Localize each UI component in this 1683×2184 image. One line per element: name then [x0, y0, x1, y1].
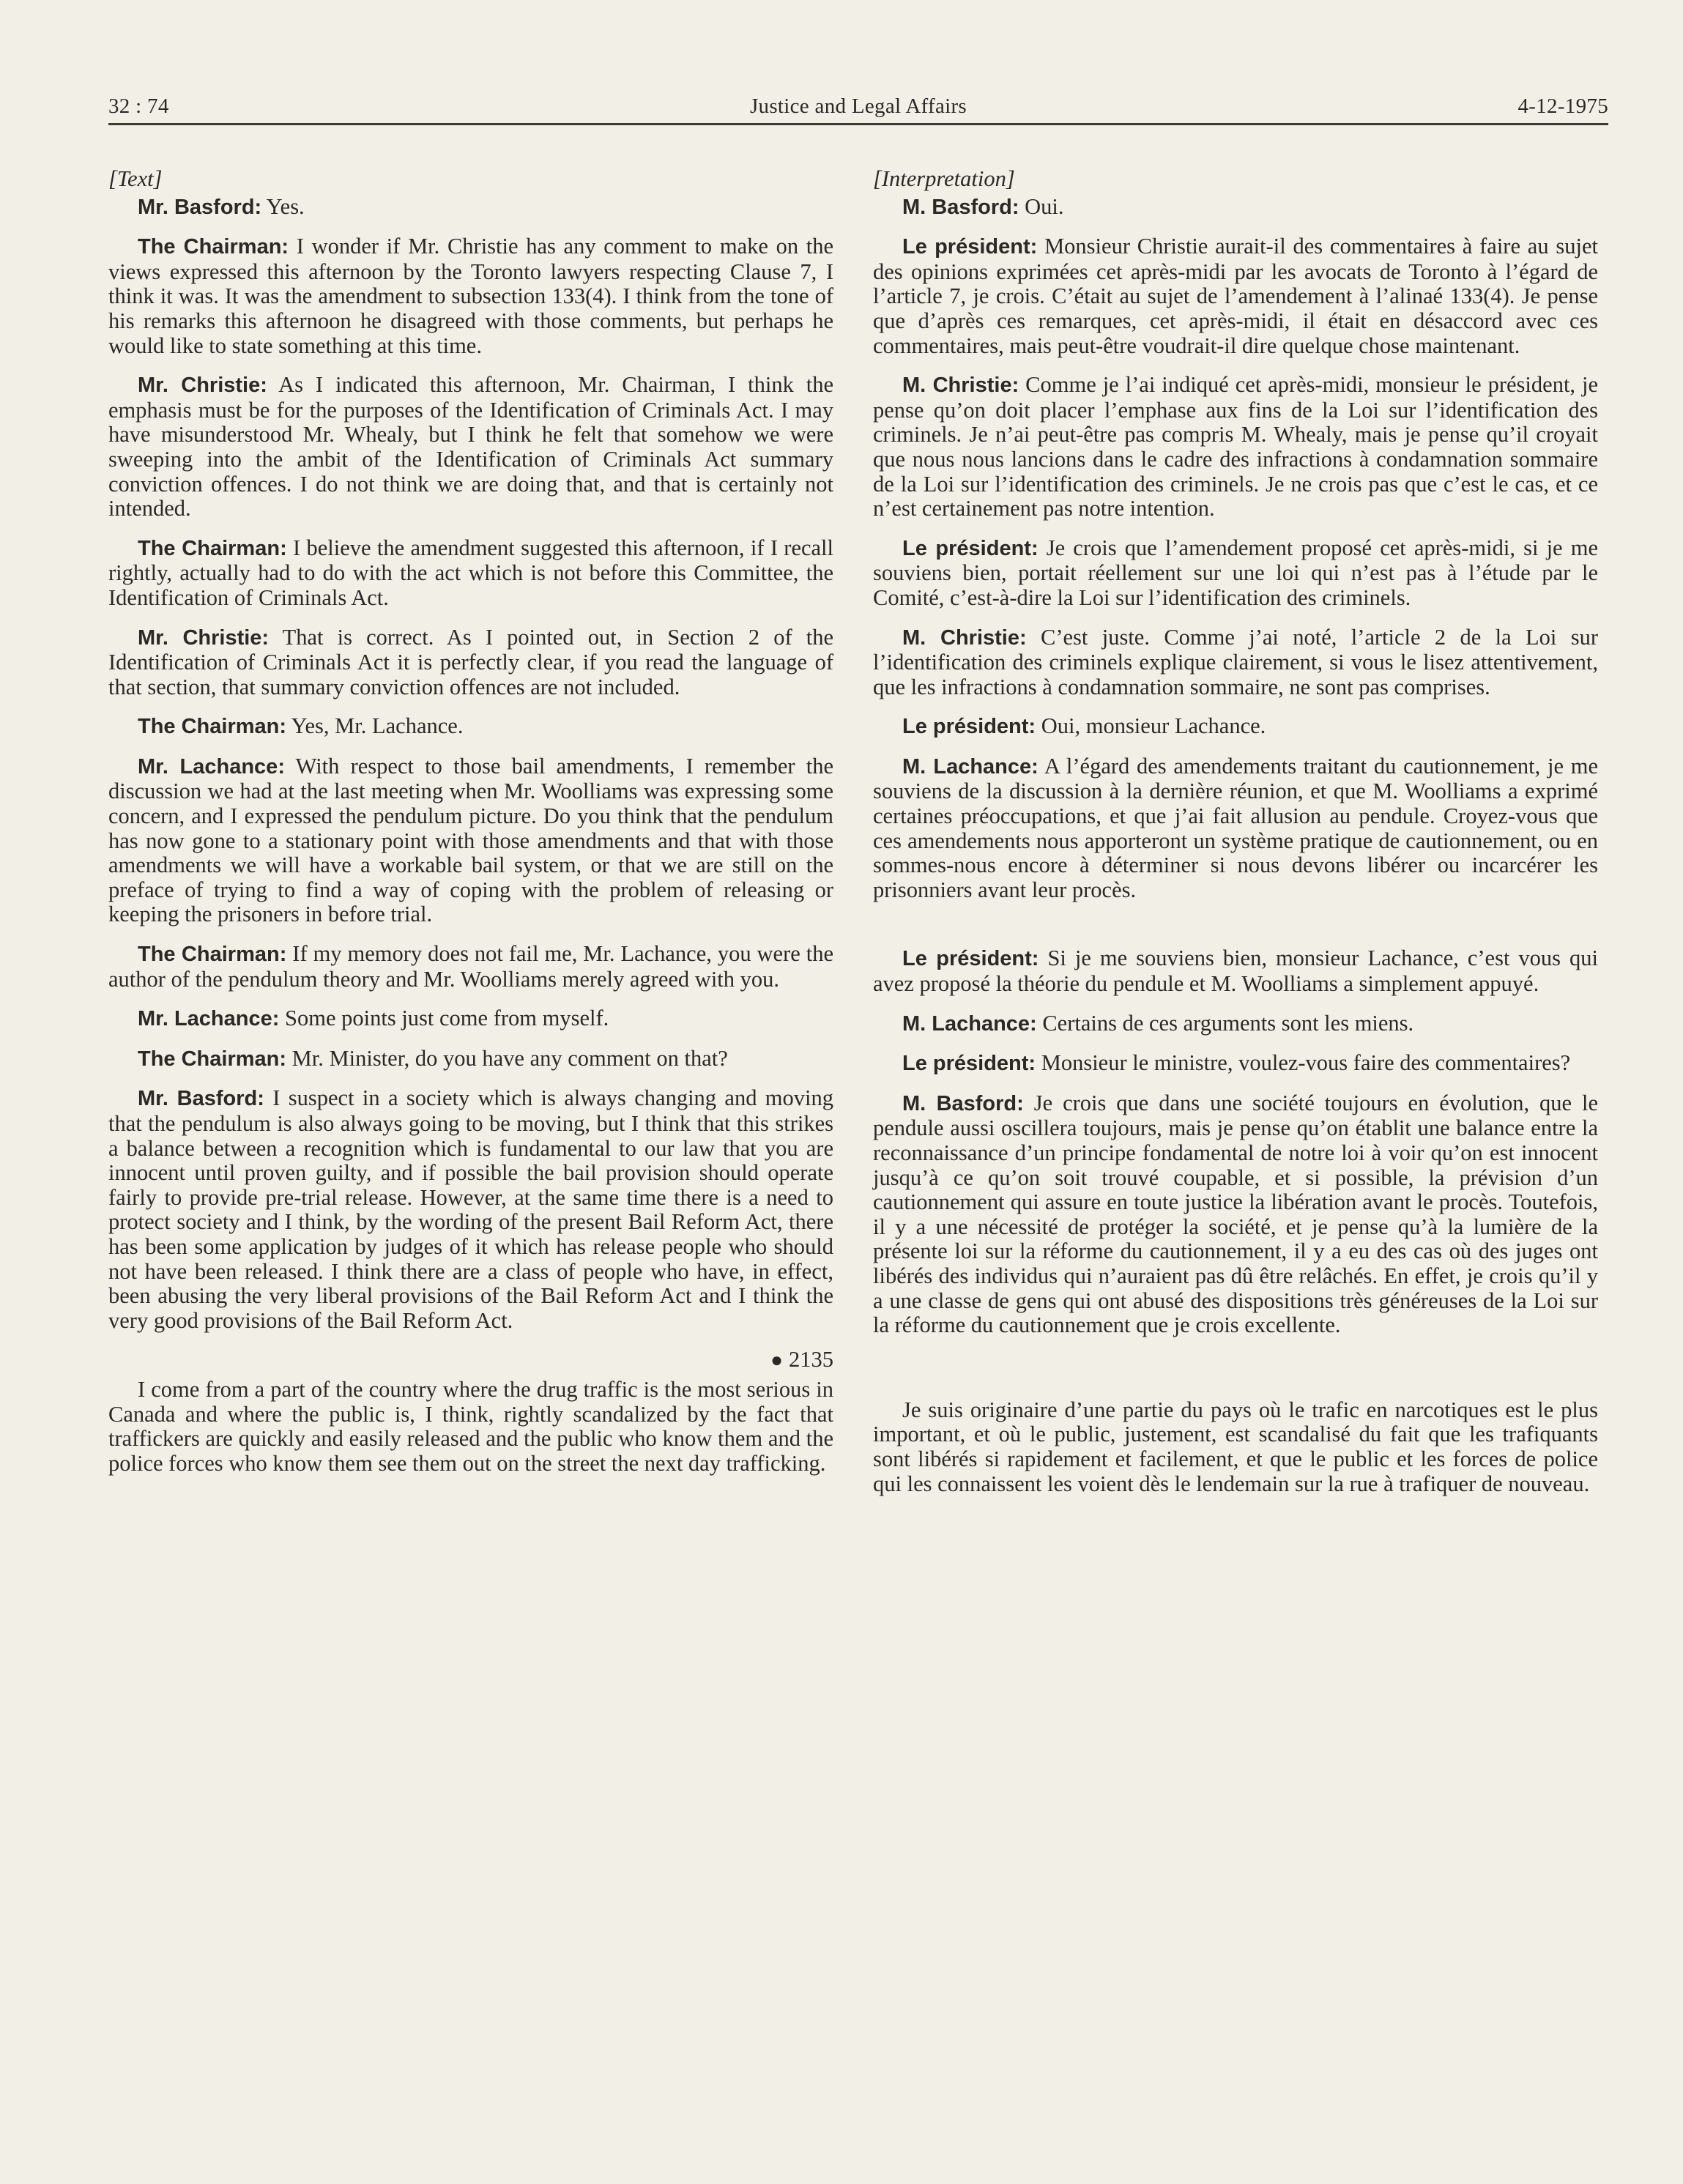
- speech: That is correct. As I pointed out, in Section 2 of the Identification of Criminals Act it is perfectly clear, if you read the language of that section, that summary conviction offences are not included.: [108, 624, 833, 699]
- paragraph: I come from a part of the country where the drug traffic is the most serious in Canada and where the public is, I think, rightly scandalized by the fact that traffickers are quickly and easily released and the public who know them and the police forces who know them see them out on the street the next day trafficking.: [108, 1376, 833, 1476]
- speaker: Mr. Basford:: [138, 1087, 264, 1111]
- page-header: [108, 82, 1608, 125]
- paragraph: [108, 714, 833, 740]
- speaker: M. Basford:: [902, 1091, 1024, 1115]
- text-marker: [Text]: [108, 166, 163, 191]
- speech: Yes, Mr. Lachance.: [286, 713, 464, 739]
- paragraph: Je suis originaire d’une partie du pays où le trafic en narcotiques est le plus important, et où le public, justement, est scandalisé du fait que les trafiquants sont libérés si rapidement et facilement, et que le public et les forces de police qui les connaissent les voient dès le lendemain sur la rue à trafiquer de nouveau.: [873, 1397, 1598, 1496]
- time-marker: [108, 1348, 833, 1373]
- page-number: 32 : 74: [108, 94, 169, 118]
- speech: Comme je l’ai indiqué cet après-midi, monsieur le président, je pense qu’on doit placer l’emphase aux fins de la Loi sur l’identification des criminels. Je n’ai peut-être pas compris M. Whealy, mais je pense qu’il croyait que nous nous lancions dans le cadre des infractions à condamnation sommaire de la Loi sur l’identification des criminels. Je ne crois pas que c’est le cas, et ce n’est certainement pas notre intention.: [873, 372, 1598, 521]
- speech: As I indicated this afternoon, Mr. Chairman, I think the emphasis must be for the purposes of the Identification of Criminals Act. I may have misunderstood Mr. Whealy, but I think he felt that somehow we were sweeping into the ambit of the Identification of Criminals Act summary conviction offences. I do not think we are doing that, and that is certainly not intended.: [108, 372, 833, 521]
- paragraph: [108, 1006, 833, 1032]
- speaker: M. Christie:: [902, 374, 1019, 398]
- speech: With respect to those bail amendments, I remember the discussion we had at the last meeting when Mr. Woolliams was expressing some concern, and I expressed the pendulum picture. Do you think that the pendulum has now gone to a stationary point with those amendments and that with those amendments we will have a workable bail system, or that we are still on the preface of trying to find a way of coping with the problem of releasing or keeping the prisoners in before trial.: [108, 753, 834, 927]
- speech: I believe the amendment suggested this afternoon, if I recall rightly, actually had to do with the act which is not before this Committee, the Identification of Criminals Act.: [108, 535, 834, 610]
- paragraph: [108, 373, 833, 521]
- paragraph: [873, 234, 1598, 358]
- speech: Si je me souviens bien, monsieur Lachance, c’est vous qui avez proposé la théorie du pendule et M. Woolliams a simplement appuyé.: [873, 946, 1598, 997]
- speaker: Mr. Lachance:: [138, 1007, 280, 1031]
- speech: Certains de ces arguments sont les miens.: [1036, 1010, 1414, 1036]
- paragraph: [108, 754, 833, 927]
- speaker: Le président:: [902, 715, 1036, 739]
- page-date: 4-12-1975: [1517, 94, 1608, 118]
- speech: Je crois que dans une société toujours en évolution, que le pendule aussi oscillera toujours, mais je pense qu’on établit une balance entre la reconnaissance d’un principe fondamental de notre loi à voir qu’on est innocent jusqu’à ce qu’on soit trouvé coupable, et si possible, la prévision d’un cautionnement qui assure en toute justice la libération avant le procès. Toutefois, il y a une nécessité de protéger la société, et je pense qu’à la lumière de la présente loi sur la réforme du cautionnement, il y a eu des cas où des juges ont libérés des individus qui n’auraient pas dû être relâchés. En effet, je crois qu’il y a une classe de gens qui ont abusé des dispositions très généreuses de la Loi sur la réforme du cautionnement que je crois excellente.: [873, 1090, 1599, 1338]
- interpretation-marker: [Interpretation]: [873, 166, 1015, 191]
- speaker: The Chairman:: [138, 536, 287, 560]
- speech: Mr. Minister, do you have any comment on that?: [286, 1045, 728, 1071]
- speaker: Le président:: [902, 536, 1039, 560]
- english-column: [108, 167, 833, 1490]
- speaker: The Chairman:: [138, 715, 287, 739]
- paragraph: [873, 195, 1598, 220]
- speech: Monsieur le ministre, voulez-vous faire des commentaires?: [1036, 1050, 1571, 1076]
- paragraph: [108, 195, 833, 220]
- speaker: M. Lachance:: [902, 754, 1039, 779]
- paragraph: [873, 1011, 1598, 1037]
- paragraph: [873, 625, 1598, 700]
- speaker: M. Christie:: [902, 625, 1027, 650]
- speaker: Le président:: [902, 235, 1038, 259]
- speaker: The Chairman:: [138, 1047, 287, 1071]
- time-marker-text: 2135: [789, 1347, 833, 1373]
- speaker: Mr. Christie:: [138, 625, 270, 650]
- speech: Some points just come from myself.: [279, 1006, 609, 1031]
- speech: Monsieur Christie aurait-il des commentaires à faire au sujet des opinions exprimées cet après-midi par les avocats de Toronto à l’égard de l’article 7, je crois. C’était au sujet de l’amendement à l’alinaé 133(4). Je pense que d’après ces remarques, cet après-midi, il était en désaccord avec ces commentaires, mais peut-être voudrait-il dire quelque chose maintenant.: [873, 234, 1598, 358]
- paragraph: [873, 1051, 1598, 1077]
- speech: Yes.: [261, 193, 305, 219]
- paragraph: [108, 942, 833, 992]
- spacer: [873, 917, 1598, 946]
- speaker: Le président:: [902, 947, 1039, 971]
- french-column: [873, 167, 1598, 1511]
- speaker: The Chairman:: [138, 235, 289, 259]
- speaker: Le président:: [902, 1052, 1036, 1076]
- paragraph: [873, 373, 1598, 521]
- paragraph: [873, 1091, 1598, 1338]
- speech: Je crois que l’amendement proposé cet après-midi, si je me souviens bien, portait réellement sur une loi qui n’est pas à l’étude par le Comité, c’est-à-dire la Loi sur l’identification des criminels.: [873, 535, 1598, 610]
- speaker: M. Lachance:: [902, 1011, 1037, 1036]
- speaker: Mr. Christie:: [138, 374, 267, 398]
- speaker: The Chairman:: [138, 943, 287, 967]
- paragraph: [108, 625, 833, 700]
- speaker: Mr. Lachance:: [138, 754, 285, 779]
- speech: A l’égard des amendements traitant du cautionnement, je me souviens de la discussion à la dernière réunion, et que M. Woolliams a exprimé certaines préoccupations, et que j’ai fait allusion au pendule. Croyez-vous que ces amendements nous apporteront un système pratique de cautionnement, ou en sommes-nous encore à déterminer si nous devons libérer ou incarcérer les prisonniers avant leur procès.: [873, 753, 1598, 902]
- publication-title: Justice and Legal Affairs: [749, 94, 967, 118]
- bullet-icon: ●: [770, 1349, 783, 1373]
- speaker: Mr. Basford:: [138, 195, 262, 219]
- speech: I wonder if Mr. Christie has any comment to make on the views expressed this afternoon by the Toronto lawyers respecting Clause 7, I think it was. It was the amendment to subsection 133(4). I think from the tone of his remarks this afternoon he disagreed with those comments, but perhaps he would like to state something at this time.: [108, 234, 834, 358]
- speech: Oui, monsieur Lachance.: [1036, 713, 1266, 739]
- paragraph: [108, 234, 833, 358]
- paragraph: [108, 536, 833, 611]
- paragraph: [873, 536, 1598, 611]
- paragraph: [873, 754, 1598, 903]
- speaker: M. Basford:: [902, 195, 1019, 219]
- speech: If my memory does not fail me, Mr. Lachance, you were the author of the pendulum theory and Mr. Woolliams merely agreed with you.: [108, 941, 833, 992]
- paragraph: [873, 714, 1598, 740]
- speech: I suspect in a society which is always changing and moving that the pendulum is also always going to be moving, but I think that this strikes a balance between a recognition which is fundamental to our law that you are innocent until proven guilty, and if possible the bail provision should operate fairly to provide pre-trial release. However, at the same time there is a need to protect society and I think, by the wording of the present Bail Reform Act, there has been some application by judges of it which has release people who should not have been released. I think there are a class of people who have, in effect, been abusing the very liberal provisions of the Bail Reform Act and I think the very good provisions of the Bail Reform Act.: [108, 1085, 833, 1333]
- paragraph: [108, 1086, 833, 1333]
- spacer: [873, 1353, 1598, 1398]
- speech: C’est juste. Comme j’ai noté, l’article 2 de la Loi sur l’identification des criminels explique clairement, si vous le lisez attentivement, que les infractions à condamnation sommaire, ne sont pas comprises.: [873, 624, 1599, 699]
- paragraph: [873, 946, 1598, 996]
- speech: Oui.: [1019, 193, 1064, 219]
- paragraph: [108, 1047, 833, 1072]
